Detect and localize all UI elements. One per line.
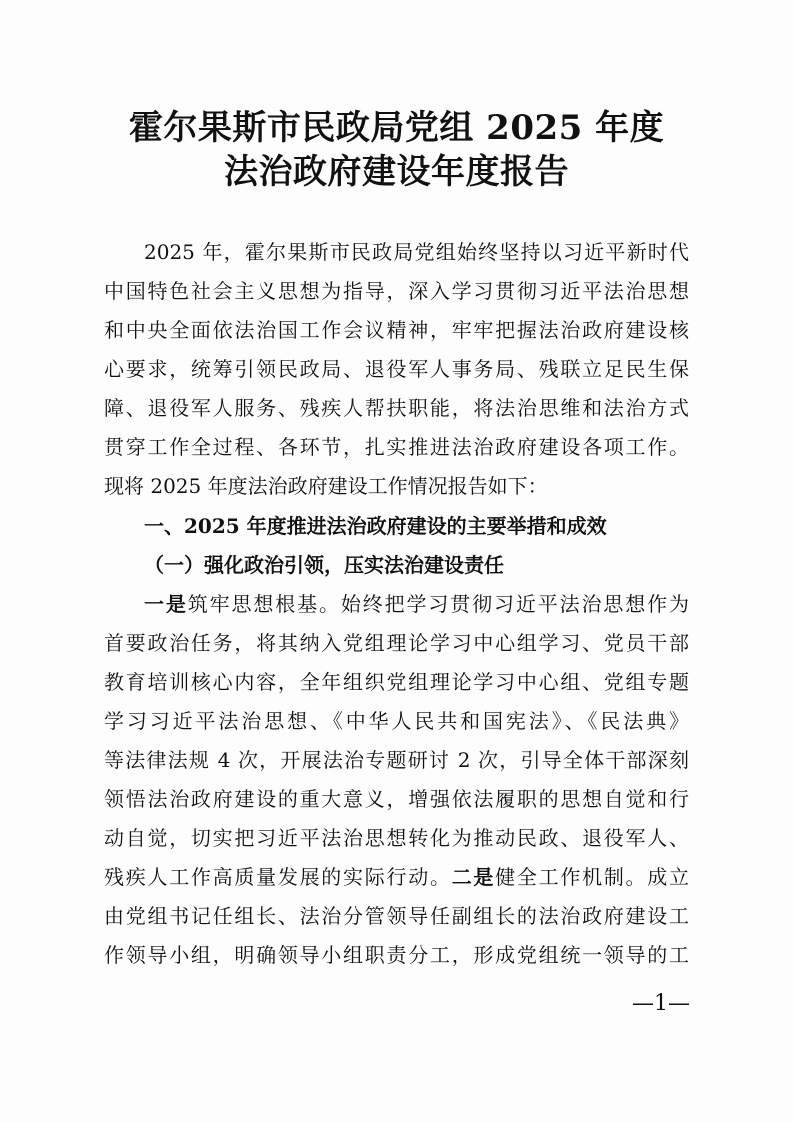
paragraph-line-1-text: 筑牢思想根基。始终把学习贯彻习近平法治思想作为 [187, 592, 689, 616]
section-heading-1: 一、2025 年度推进法治政府建设的主要举措和成效 [144, 514, 607, 538]
paragraph-line-6: 领悟法治政府建设的重大意义，增强依法履职的思想自觉和行 [104, 787, 689, 811]
intro-line-1: 2025 年，霍尔果斯市民政局党组始终坚持以习近平新时代 [144, 240, 689, 264]
lead-yi-shi: 一是 [144, 592, 188, 616]
paragraph-line-8-text-a: 残疾人工作高质量发展的实际行动。 [104, 865, 452, 889]
intro-line-5: 障、退役军人服务、残疾人帮扶职能，将法治思维和法治方式 [104, 396, 689, 420]
paragraph-line-7: 动自觉，切实把习近平法治思想转化为推动民政、退役军人、 [104, 826, 689, 850]
intro-line-2: 中国特色社会主义思想为指导，深入学习贯彻习近平法治思想 [104, 279, 689, 303]
paragraph-line-5: 等法律法规 4 次，开展法治专题研讨 2 次，引导全体干部深刻 [104, 748, 689, 772]
paragraph-line-8 [104, 863, 689, 891]
paragraph-line-1 [144, 590, 689, 618]
report-title-line-2: 法治政府建设年度报告 [224, 152, 569, 192]
page-number: —1— [632, 991, 690, 1016]
intro-line-4: 心要求，统筹引领民政局、退役军人事务局、残联立足民生保 [104, 357, 689, 381]
paragraph-line-4: 学习习近平法治思想、《中华人民共和国宪法》、《民法典》 [104, 709, 689, 733]
paragraph-line-2: 首要政治任务，将其纳入党组理论学习中心组学习、党员干部 [104, 631, 689, 655]
paragraph-line-9: 由党组书记任组长、法治分管领导任副组长的法治政府建设工 [104, 904, 689, 928]
intro-line-3: 和中央全面依法治国工作会议精神，牢牢把握法治政府建设核 [104, 318, 689, 342]
paragraph-line-3: 教育培训核心内容，全年组织党组理论学习中心组、党组专题 [104, 670, 689, 694]
paragraph-line-8-text-b: 健全工作机制。成立 [495, 865, 689, 889]
intro-line-7: 现将 2025 年度法治政府建设工作情况报告如下： [104, 474, 548, 498]
report-title-line-1: 霍尔果斯市民政局党组 2025 年度 [128, 108, 665, 148]
subsection-heading-1: （一）强化政治引领，压实法治建设责任 [144, 553, 504, 577]
paragraph-line-10: 作领导小组，明确领导小组职责分工，形成党组统一领导的工 [104, 943, 689, 967]
lead-er-shi: 二是 [451, 865, 496, 889]
intro-line-6: 贯穿工作全过程、各环节，扎实推进法治政府建设各项工作。 [104, 435, 689, 459]
